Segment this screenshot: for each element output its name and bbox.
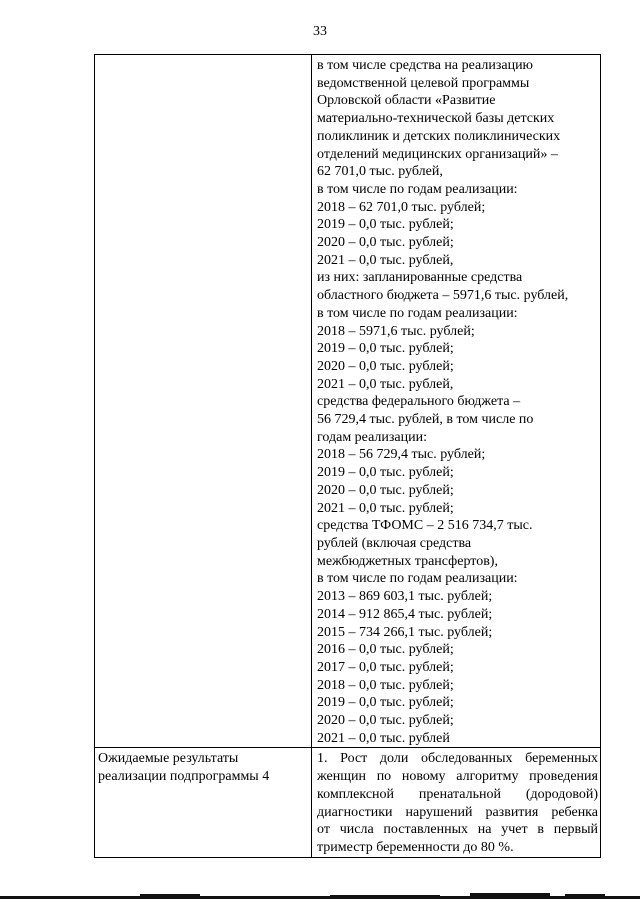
scan-edge-artifact: [0, 892, 640, 902]
funding-line: поликлиник и детских поликлинических: [317, 128, 561, 144]
funding-line: ведомственной целевой программы: [317, 75, 530, 91]
funding-line: средства ТФОМС – 2 516 734,7 тыс.: [317, 518, 533, 534]
funding-line: 2020 – 0,0 тыс. рублей;: [317, 235, 454, 251]
page-number: 33: [313, 24, 327, 39]
funding-line: 2020 – 0,0 тыс. рублей;: [317, 358, 454, 374]
funding-line: в том числе средства на реализацию: [317, 58, 534, 73]
subprogram-passport-table: [94, 54, 601, 858]
funding-line: 2020 – 0,0 тыс. рублей;: [317, 713, 454, 729]
table-row-expected-results: [95, 748, 601, 857]
funding-line: областного бюджета – 5971,6 тыс. рублей,: [317, 288, 569, 304]
funding-line: Орловской области «Развитие: [317, 93, 496, 109]
table-cell-results-text: [312, 748, 601, 857]
funding-line: 62 701,0 тыс. рублей,: [317, 164, 443, 180]
funding-line: 2019 – 0,0 тыс. рублей;: [317, 217, 454, 233]
funding-line: 2016 – 0,0 тыс. рублей;: [317, 642, 454, 658]
funding-line: 2017 – 0,0 тыс. рублей;: [317, 659, 454, 675]
results-label-line: Ожидаемые результаты: [98, 751, 239, 767]
funding-line: межбюджетных трансфертов),: [317, 553, 498, 569]
funding-line: 2018 – 62 701,0 тыс. рублей;: [317, 199, 486, 215]
funding-line: из них: запланированные средства: [317, 270, 523, 286]
funding-line: 2014 – 912 865,4 тыс. рублей;: [317, 606, 493, 622]
funding-line: отделений медицинских организаций» –: [317, 146, 558, 162]
table-cell-empty-label: [95, 55, 312, 748]
results-text-line: триместр беременности до 80 %.: [317, 839, 514, 855]
funding-line: 2021 – 0,0 тыс. рублей,: [317, 252, 454, 268]
results-text-line: от числа поставленных на учет в первый: [317, 822, 598, 838]
funding-line: 2015 – 734 266,1 тыс. рублей;: [317, 624, 493, 640]
table-row-funding: [95, 55, 601, 748]
results-text-line: 1. Рост доли обследованных беременных: [317, 751, 598, 767]
results-label-line: реализации подпрограммы 4: [98, 769, 270, 785]
funding-line: в том числе по годам реализации:: [317, 181, 518, 197]
funding-line: 2018 – 5971,6 тыс. рублей;: [317, 323, 475, 339]
funding-line: 2021 – 0,0 тыс. рублей: [317, 730, 450, 746]
table-cell-results-label: [95, 748, 312, 857]
funding-line: рублей (включая средства: [317, 535, 472, 551]
results-label-lines: [95, 748, 311, 785]
funding-line: 2019 – 0,0 тыс. рублей;: [317, 695, 454, 711]
funding-line: материально-технической базы детских: [317, 111, 555, 127]
funding-line: 2018 – 0,0 тыс. рублей;: [317, 677, 454, 693]
funding-line: 2019 – 0,0 тыс. рублей;: [317, 465, 454, 481]
funding-lines: [312, 55, 600, 747]
results-text-line: женщин по новому алгоритму проведения: [317, 769, 598, 785]
funding-line: 2021 – 0,0 тыс. рублей,: [317, 376, 454, 392]
funding-line: 2013 – 869 603,1 тыс. рублей;: [317, 589, 493, 605]
funding-line: в том числе по годам реализации:: [317, 571, 518, 587]
funding-line: средства федерального бюджета –: [317, 394, 521, 410]
funding-line: в том числе по годам реализации:: [317, 305, 518, 321]
funding-line: 56 729,4 тыс. рублей, в том числе по: [317, 412, 534, 428]
funding-line: 2019 – 0,0 тыс. рублей;: [317, 341, 454, 357]
funding-line: 2021 – 0,0 тыс. рублей;: [317, 500, 454, 516]
funding-line: годам реализации:: [317, 429, 427, 445]
results-text-line: диагностики нарушений развития ребенка: [317, 804, 598, 820]
funding-line: 2020 – 0,0 тыс. рублей;: [317, 482, 454, 498]
results-text-line: комплексной пренатальной (дородовой): [317, 786, 598, 802]
funding-line: 2018 – 56 729,4 тыс. рублей;: [317, 447, 486, 463]
results-text-lines: [312, 748, 600, 856]
table-cell-funding-details: [312, 55, 601, 748]
